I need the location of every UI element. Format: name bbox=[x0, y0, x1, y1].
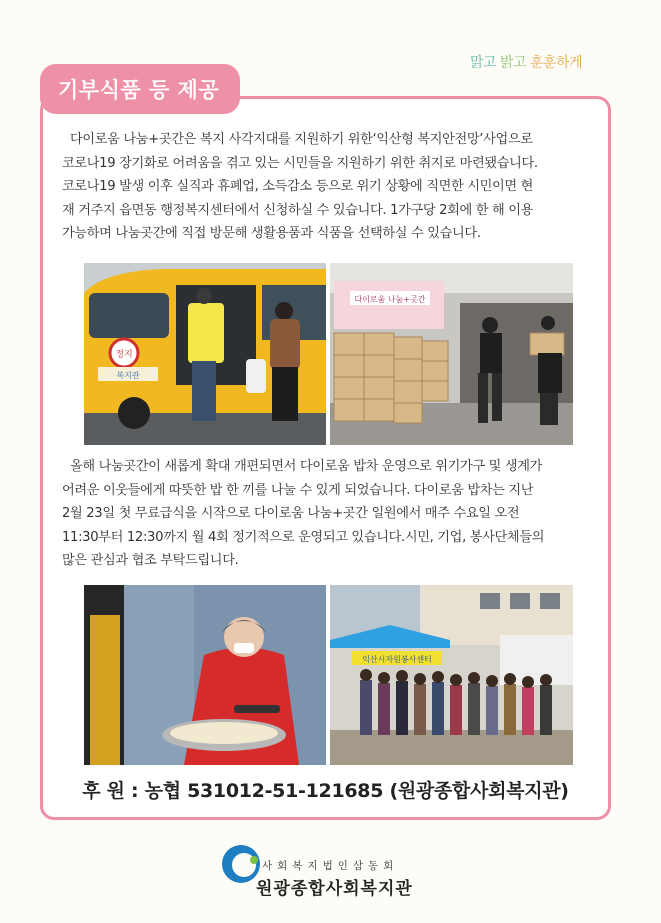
donation-info: 후 원 : 농협 531012-51-121685 (원광종합사회복지관) bbox=[82, 780, 569, 802]
org-subtitle: 사회복지법인삼동회 bbox=[262, 860, 399, 872]
paragraph-1-line: 코로나19 발생 이후 실직과 휴폐업, 소득감소 등으로 위기 상황에 직면한 시민이면 현 bbox=[62, 179, 534, 194]
banner-text: 다이로움 나눔+곳간 bbox=[354, 295, 426, 304]
paragraph-2-line: 11:30부터 12:30까지 월 4회 정기적으로 운영되고 있습니다.시민, 기업, 봉사단체들의 bbox=[62, 529, 545, 545]
section-title: 기부식품 등 제공 bbox=[40, 64, 240, 114]
paragraph-1 bbox=[62, 128, 596, 246]
tent-banner-text: 익산시자원봉사센터 bbox=[362, 655, 432, 664]
paragraph-2 bbox=[62, 455, 596, 573]
paragraph-2-line: 올해 나눔곳간이 새롭게 확대 개편되면서 다이로움 밥차 운영으로 위기가구 및 생계가 bbox=[70, 459, 543, 474]
paragraph-2-line: 많은 관심과 협조 부탁드립니다. bbox=[62, 553, 239, 568]
slogan-part1: 맑고 bbox=[470, 55, 497, 71]
photo-van bbox=[84, 263, 326, 445]
photo-serving bbox=[84, 585, 326, 765]
photo-queue bbox=[330, 585, 573, 765]
slogan-part2: 밝고 bbox=[500, 55, 527, 71]
org-name: 원광종합사회복지관 bbox=[256, 879, 413, 899]
van-logo-text: 복지관 bbox=[116, 371, 140, 380]
slogan bbox=[470, 52, 582, 72]
van-sign-text: 정지 bbox=[115, 350, 133, 360]
slogan-part3: 훈훈하게 bbox=[530, 55, 583, 71]
paragraph-1-line: 다이로움 나눔+곳간은 복지 사각지대를 지원하기 위한‘익산형 복지안전망’사업으로 bbox=[70, 132, 533, 147]
paragraph-2-line: 2월 23일 첫 무료급식을 시작으로 다이로움 나눔+곳간 일원에서 매주 수요일 오전 bbox=[62, 506, 520, 521]
paragraph-2-line: 어려운 이웃들에게 따뜻한 밥 한 끼를 나눌 수 있게 되었습니다. 다이로움 밥차는 지난 bbox=[62, 482, 534, 498]
paragraph-1-line: 코로나19 장기화로 어려움을 겪고 있는 시민들을 지원하기 위한 취지로 마련됐습니다. bbox=[62, 155, 538, 171]
photo-boxes bbox=[330, 263, 573, 445]
paragraph-1-line: 재 거주지 읍면동 행정복지센터에서 신청하실 수 있습니다. 1가구당 2회에 한 해 이용 bbox=[62, 202, 534, 218]
paragraph-1-line: 가능하며 나눔곳간에 직접 방문해 생활용품과 식품을 선택하실 수 있습니다. bbox=[62, 226, 481, 241]
